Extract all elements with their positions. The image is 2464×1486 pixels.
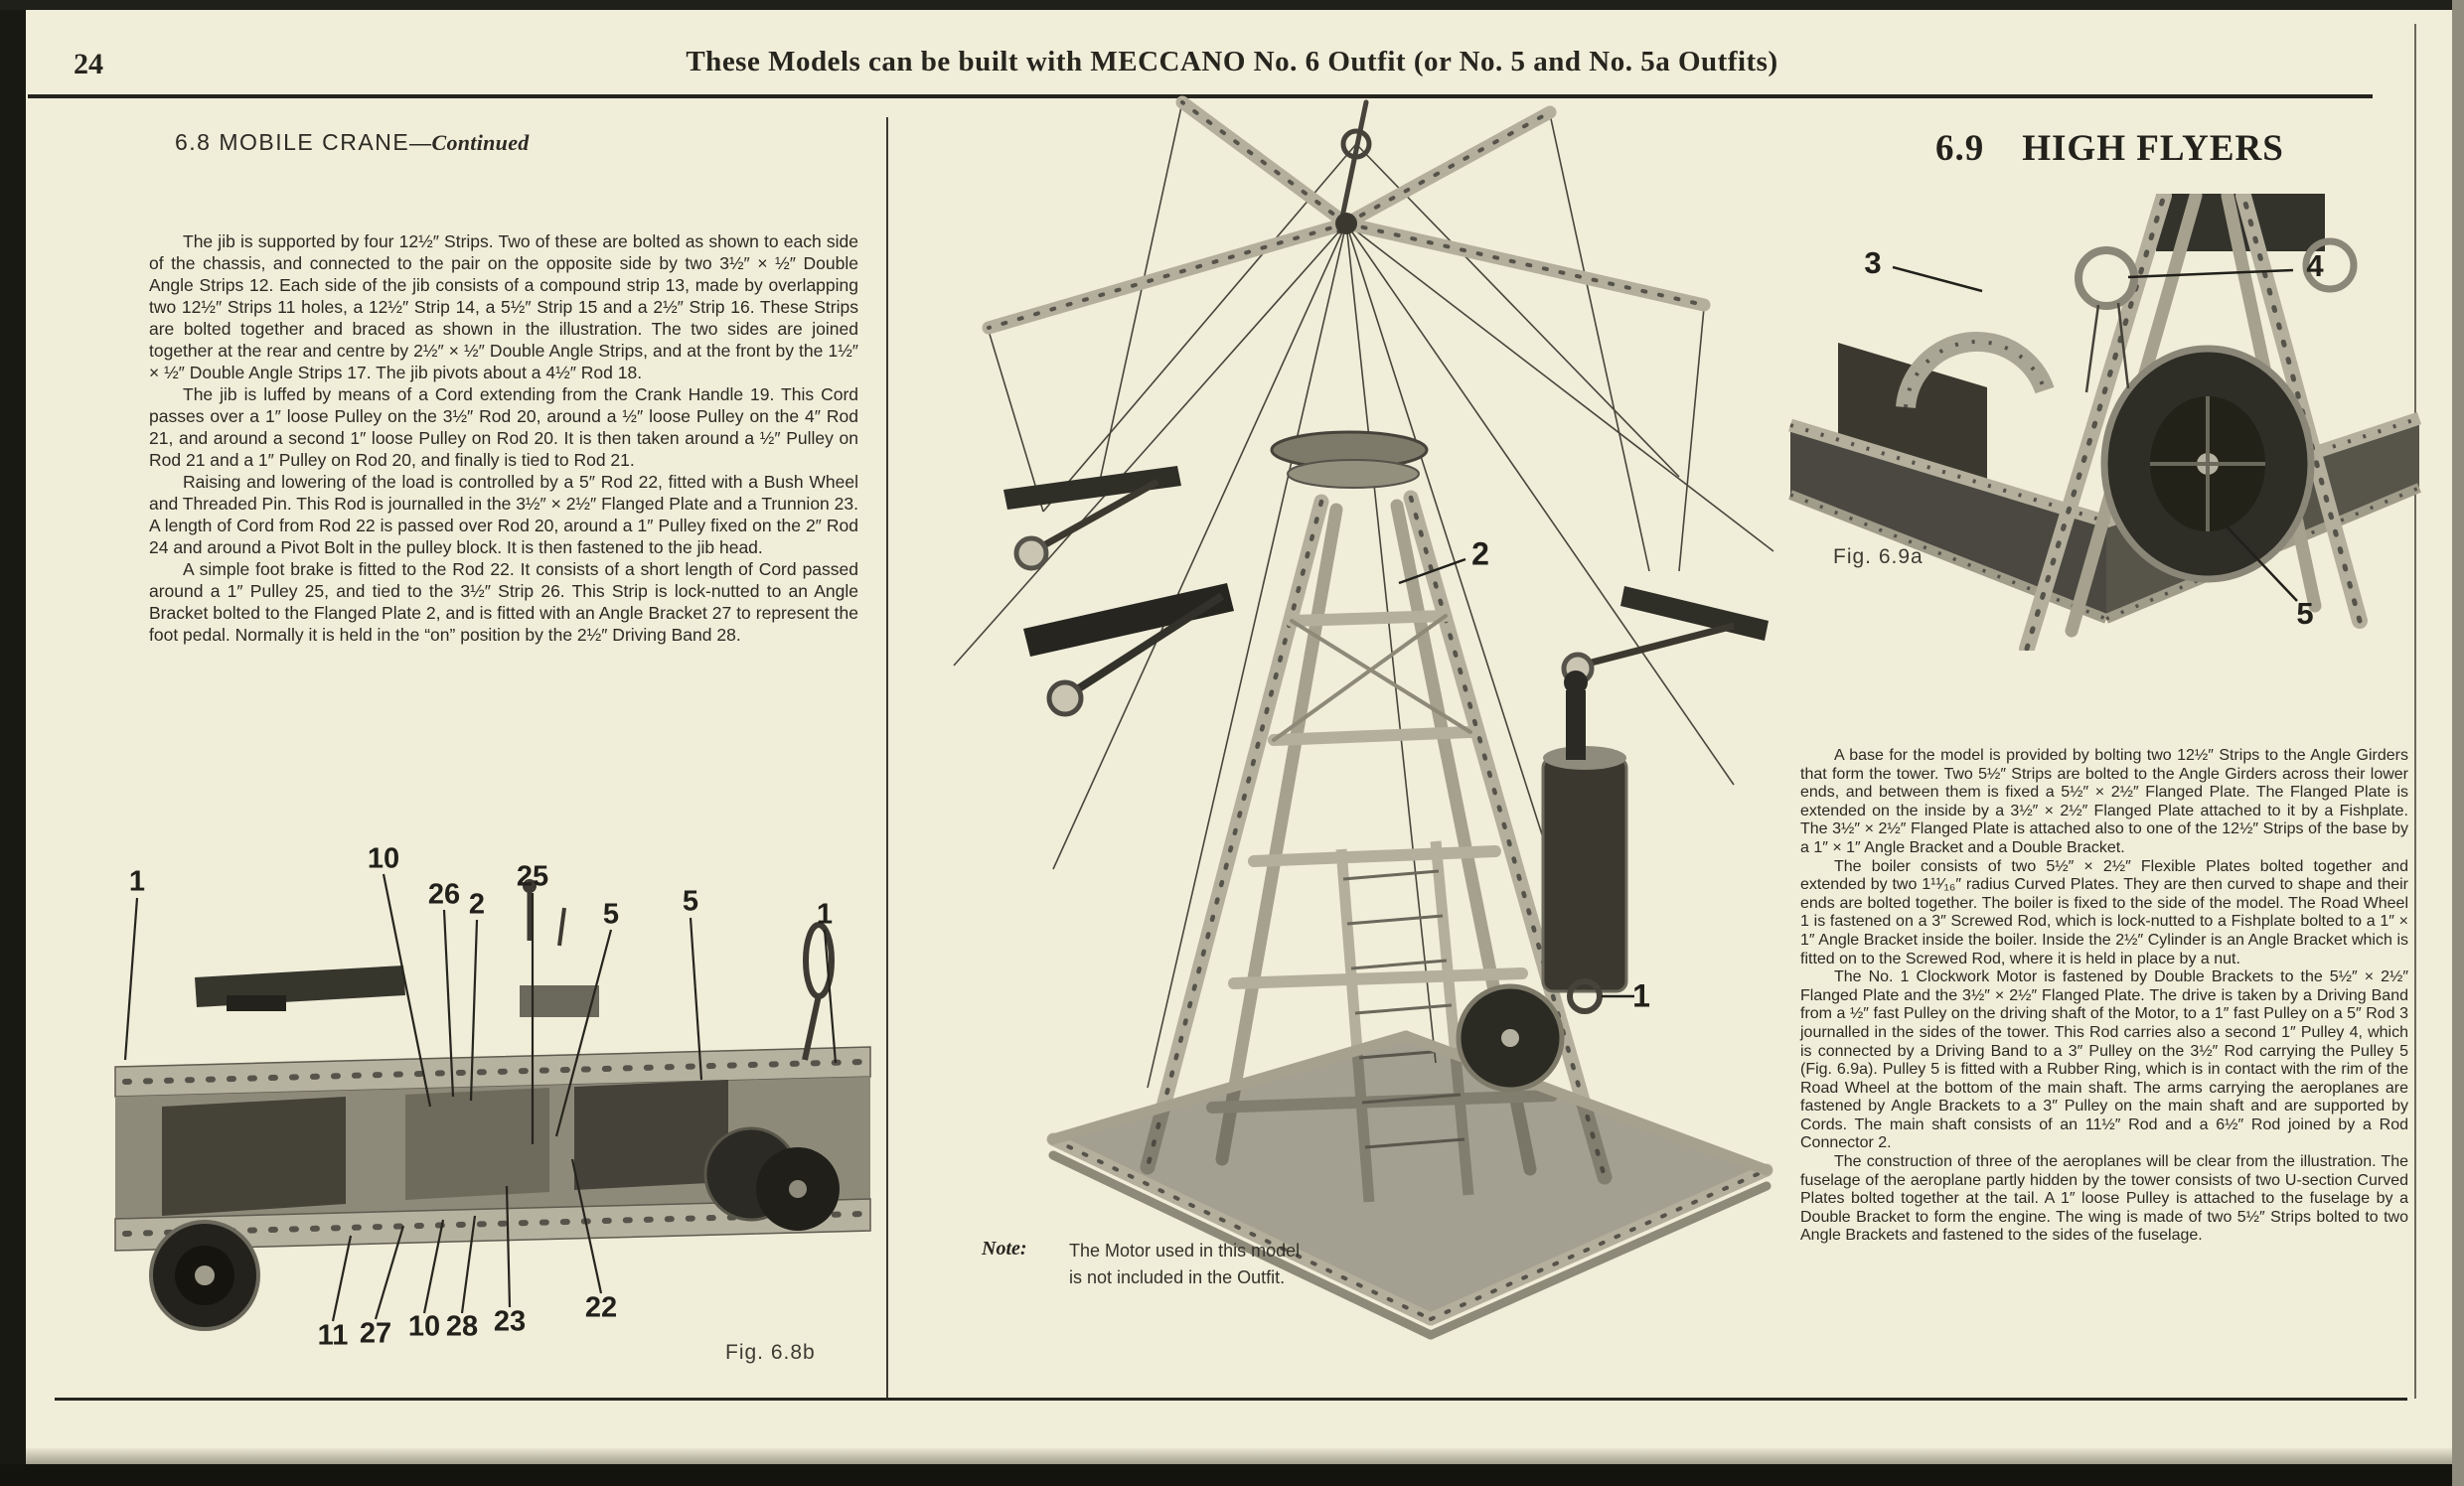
high-flyers-illustration — [894, 84, 1798, 1401]
part-label: 2 — [1471, 535, 1489, 572]
column-divider-rule — [886, 117, 888, 1399]
part-label: 22 — [584, 1291, 618, 1324]
part-label: 4 — [2306, 248, 2324, 283]
part-label: 28 — [445, 1310, 479, 1343]
paragraph: The No. 1 Clockwork Motor is fastened by Double Brackets to the 5½″ × 2½″ Flanged Plate and the 3½″ × 2½″ Flanged Plate. The drive is taken by a Driving Band from a ½″ fast Pulley on the driving shaft of the Motor, to a 1″ fast Pulley on a 5″ Rod 3 journalled in the sides of the tower. This Rod carries also a second 1″ Pulley 4, which is connected by a Driving Band to a 3″ Pulley on the 3½″ Rod carrying the Pulley 5 (Fig. 6.9a). Pulley 5 is fitted with a Rubber Ring, which is in contact with the rim of the Road Wheel at the bottom of the main shaft. The arms carrying the aeroplanes are fastened by Angle Brackets to a 3″ Pulley on the main shaft and are supported by Cords. The main shaft consists of an 11½″ Rod and a 6½″ Rod joined by a Rod Connector 2. — [1800, 968, 2408, 1152]
rotating-head — [1272, 432, 1427, 488]
scan-edge-top — [0, 0, 2464, 10]
paragraph: The construction of three of the aeroplanes will be clear from the illustration. The fuselage of the aeroplane partly hidden by the tower consists of two U-section Curved Plates bolted together at the tail. A 1″ loose Pulley is attached to the fuselage by a Double Bracket to form the engine. The wing is made of two 5½″ Strips bolted to two Angle Brackets and fastened to the sides of the fuselage. — [1800, 1153, 2408, 1245]
part-label: 1 — [1632, 977, 1650, 1014]
scan-edge-right — [2452, 0, 2464, 1486]
part-label: 26 — [427, 878, 461, 911]
part-label: 11 — [317, 1319, 349, 1352]
scan-edge-left — [0, 0, 26, 1486]
note-label: Note: — [982, 1238, 1027, 1260]
part-label: 5 — [682, 885, 699, 918]
fig-6-8b-caption: Fig. 6.8b — [725, 1341, 816, 1364]
section-heading-continued: —Continued — [409, 130, 530, 155]
paragraph: A simple foot brake is fitted to the Rod 22. It consists of a short length of Cord passed around a 1″ Pulley 25, and tied to the 3½″ Strip 26. This Strip is lock-nutted to an Angle Bracket bolted to the Flanged Plate 2, and is fitted with an Angle Bracket 27 to represent the foot pedal. Normally it is held in the “on” position by the 2½″ Driving Band 28. — [149, 559, 858, 645]
mobile-crane-text-column — [149, 230, 858, 646]
fig-6-8b-artwork — [107, 846, 882, 1343]
high-flyers-text-column — [1800, 747, 2408, 1246]
section-heading-high-flyers — [1935, 127, 2284, 170]
road-wheel — [2104, 349, 2311, 579]
part-label: 25 — [516, 860, 549, 893]
scan-edge-bottom — [0, 1464, 2464, 1486]
motor-note — [982, 1238, 1309, 1290]
scan-edge-bottom-shadow — [26, 1448, 2464, 1464]
part-label: 1 — [128, 865, 146, 898]
page-number: 24 — [74, 48, 103, 80]
part-label: 10 — [367, 842, 400, 875]
paragraph: A base for the model is provided by bolting two 12½″ Strips to the Angle Girders that form the tower. Two 5½″ Strips are bolted to the Angle Girders across their lower ends, and between them is fixed a 5½″ × 2½″ Flanged Plate. The Flanged Plate is extended on the inside by a 3½″ × 2½″ Flanged Plate attached to it by a Fishplate. The 3½″ × 2½″ Flanged Plate is attached also to one of the 12½″ Strips of the base by a 1″ × 1″ Angle Bracket and a Double Bracket. — [1800, 747, 2408, 856]
part-label: 2 — [468, 888, 486, 921]
page-header-title: These Models can be built with MECCANO No. 6 Outfit (or No. 5 and No. 5a Outfits) — [686, 46, 1778, 77]
radial-arms — [989, 102, 1704, 328]
boiler — [1543, 670, 1626, 991]
part-label: 5 — [602, 898, 620, 931]
note-text: The Motor used in this model is not included in the Outfit. — [1069, 1241, 1301, 1287]
fig-6-9a-caption: Fig. 6.9a — [1833, 545, 1924, 568]
section-heading-mobile-crane — [175, 129, 530, 156]
paragraph: Raising and lowering of the load is controlled by a 5″ Rod 22, fitted with a Bush Wheel and Threaded Pin. This Rod is journalled in the 3½″ × 2½″ Flanged Plate and a Trunnion 23. A length of Cord from Rod 22 is passed over Rod 20, around a 1″ Pulley fixed on the 2″ Rod 24 and around a Pivot Bolt in the pulley block. It is then fastened to the jib head. — [149, 472, 858, 557]
paragraph: The boiler consists of two 5½″ × 2½″ Flexible Plates bolted together and extended by two 1¹¹⁄₁₆″ radius Curved Plates. They are then curved to shape and their ends are bolted together. The boiler is fixed to the side of the model. The Road Wheel 1 is fastened on a 3″ Screwed Rod, which is lock-nutted to a Fishplate bolted to a 1″ × 1″ Angle Bracket inside the boiler. Inside the 2½″ Cylinder is an Angle Bracket which is fitted on to the Screwed Rod, where it is held in place by a nut. — [1800, 857, 2408, 967]
part-label: 23 — [493, 1305, 527, 1338]
section-heading-text: 6.8 MOBILE CRANE — [175, 129, 410, 155]
part-label: 5 — [2296, 596, 2314, 631]
paragraph: The jib is supported by four 12½″ Strips. Two of these are bolted as shown to each side of the chassis, and connected to the pair on the opposite side by two 3½″ × ½″ Double Angle Strips 12. Each side of the jib consists of a compound strip 13, made by overlapping two 12½″ Strips 11 holes, a 12½″ Strip 14, a 5½″ Strip 15 and a 2½″ Strip 16. These Strips are bolted together and braced as shown in the illustration. The two sides are joined together at the rear and centre by 2½″ × ½″ Double Angle Strips, and at the front by the 1½″ × ½″ Double Angle Strips 17. The jib pivots about a 4½″ Rod 18. — [149, 231, 858, 382]
part-label: 27 — [359, 1317, 392, 1350]
section-title: HIGH FLYERS — [2022, 128, 2284, 169]
paragraph: The jib is luffed by means of a Cord extending from the Crank Handle 19. This Cord passes over a 1″ loose Pulley on the 3½″ Rod 20, around a ½″ loose Pulley on the 4″ Rod 21, and around a second 1″ loose Pulley on Rod 20. It is then taken around a ½″ Pulley on Rod 21 and a 1″ Pulley on Rod 20, and finally is tied to Rod 21. — [149, 384, 858, 470]
part-label: 1 — [816, 898, 834, 931]
part-label: 3 — [1864, 245, 1882, 280]
section-number: 6.9 — [1935, 128, 1985, 169]
part-label: 10 — [407, 1310, 441, 1343]
